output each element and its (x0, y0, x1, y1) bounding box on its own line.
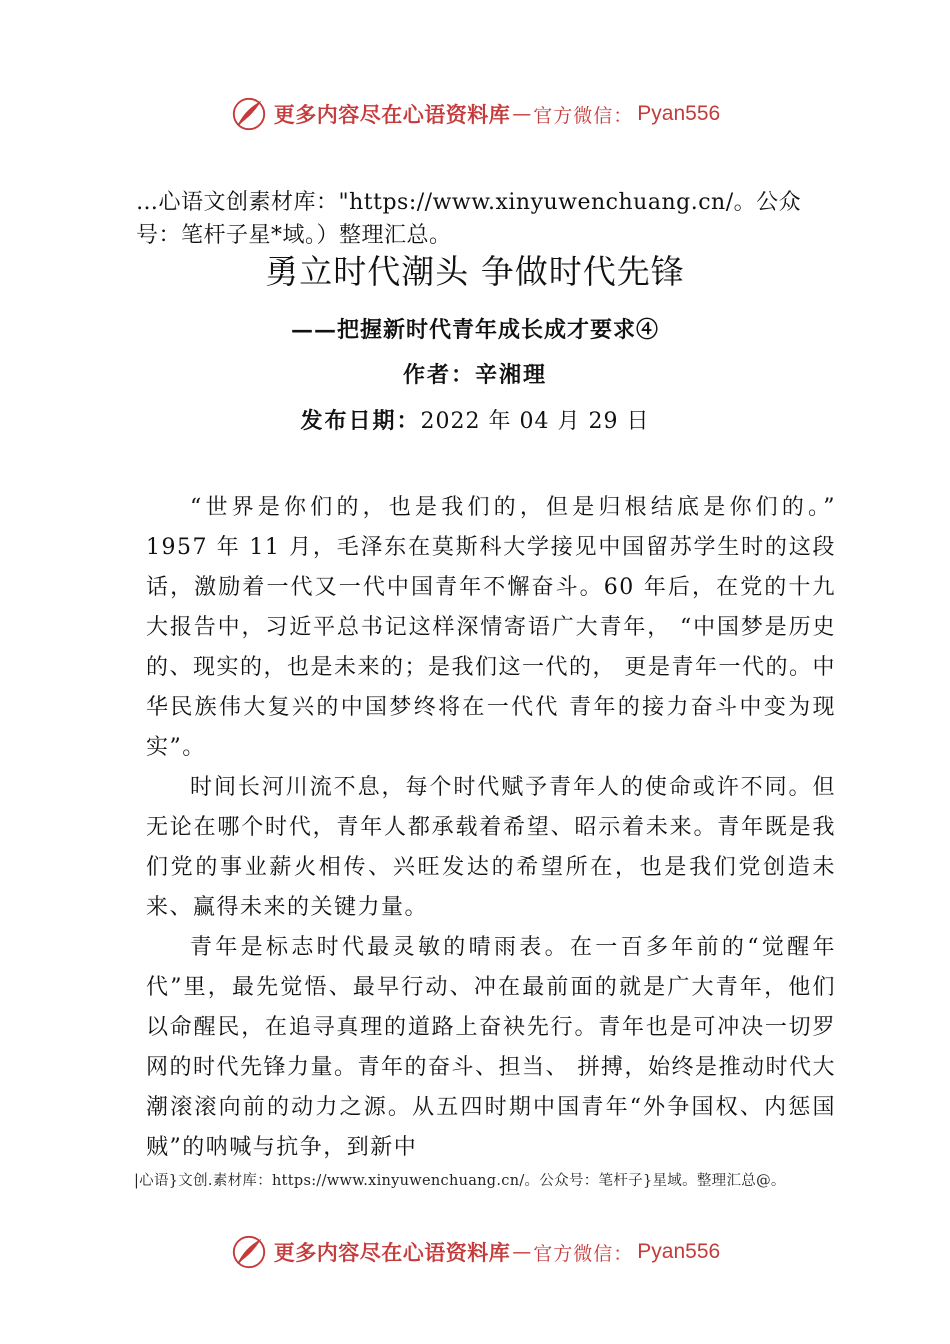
banner-separator: — (512, 1241, 532, 1263)
publish-date-label: 发布日期： (300, 408, 421, 434)
header-banner (0, 92, 950, 136)
publish-date (0, 404, 950, 435)
source-note-top: …心语文创素材库："https://www.xinyuwenchuang.cn/。公众号：笔杆子星*域。）整理汇总。 (136, 190, 802, 248)
banner-wechat-label: 官方微信： (533, 1242, 634, 1265)
quill-logo-icon (230, 1233, 268, 1271)
banner-wechat-id: Pyan556 (637, 1240, 721, 1263)
quill-logo-icon (230, 95, 268, 133)
banner-separator: — (512, 103, 532, 125)
paragraph: 青年是标志时代最灵敏的晴雨表。在一百多年前的“觉醒年代”里，最先觉悟、最早行动、冲在最前面的就是广大青年，他们以命醒民，在追寻真理的道路上奋袂先行。青年也是可冲决一切罗网的时代先锋力量。青年的奋斗、担当、 拼搏，始终是推动时代大潮滚滚向前的动力之源。从五四时期中国青年“外争国权、内惩国贼”的呐喊与抗争，到新中 (146, 935, 836, 1160)
paragraph: 时间长河川流不息，每个时代赋予青年人的使命或许不同。但无论在哪个时代，青年人都承载着希望、昭示着未来。青年既是我们党的事业薪火相传、兴旺发达的希望所在，也是我们党创造未来、赢得未来的关键力量。 (146, 775, 836, 920)
source-note-footer: |心语}文创.素材库：https://www.xinyuwenchuang.cn/。公众号：笔杆子}星域。整理汇总@。 (134, 1173, 786, 1189)
article-title: 勇立时代潮头 争做时代先锋 (265, 252, 685, 291)
article-author: 作者：辛湘理 (402, 362, 547, 388)
banner-wechat-label: 官方微信： (533, 104, 634, 127)
footer-banner (0, 1230, 950, 1274)
banner-title: 更多内容尽在心语资料库 (273, 102, 511, 127)
paragraph: “世界是你们的，也是我们的，但是归根结底是你们的。” 1957 年 11 月，毛泽东在莫斯科大学接见中国留苏学生时的这段话，激励着一代又一代中国青年不懈奋斗。60 年后，在党的十九大报告中，习近平总书记这样深情寄语广大青年， “中国梦是历史的、现实的，也是未来的；是我们这一代的， 更是青年一代的。中华民族伟大复兴的中国梦终将在一代代 青年的接力奋斗中变为现实”。 (146, 495, 836, 760)
article-subtitle: ——把握新时代青年成长成才要求④ (290, 317, 659, 343)
banner-title: 更多内容尽在心语资料库 (273, 1240, 511, 1265)
article-body (146, 488, 836, 1168)
publish-date-value: 2022 年 04 月 29 日 (420, 409, 650, 434)
banner-wechat-id: Pyan556 (637, 102, 721, 125)
